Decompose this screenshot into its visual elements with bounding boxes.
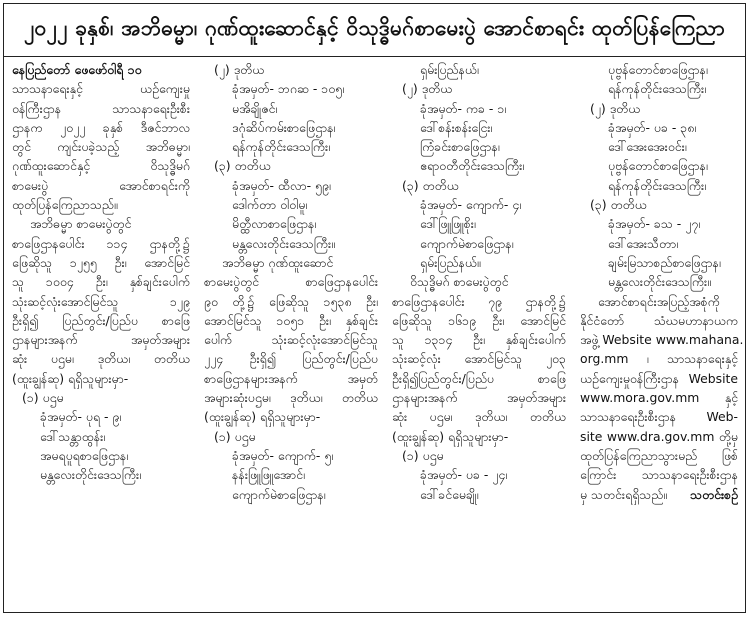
list-item: ခုံအမှတ်- ခသ - ၂၇၊	[608, 216, 701, 232]
text-line: သူ ၁၀၀၄ ဦး၊ နှစ်ချင်းပေါက်	[12, 274, 190, 290]
winners-list	[392, 60, 566, 272]
text-line: ထုတ်ပြန်ကြေညာသည်။	[12, 197, 118, 213]
text-line: org.mm ၊ သာသနာရေးနှင့်	[580, 351, 738, 367]
text-line: ဆုံး ပဌမ၊ ဒုတိယ၊ တတိယ	[12, 351, 190, 367]
text-line: အများဆုံးပဌမ၊ ဒုတိယ၊ တတိယ	[204, 390, 378, 406]
list-item: ချမ်းမြသာစည်စာဖြေဌာန၊	[608, 254, 721, 270]
text-line: site www.dra.gov.mm တို့မှ	[580, 428, 738, 444]
list-item: ခုံအမှတ်- ပခ - ၂၄၊	[420, 467, 508, 483]
paragraph-honours	[204, 253, 378, 427]
winners-list	[204, 60, 378, 253]
text-line: နိုင်ငံတော် သံဃမဟာနာယက	[580, 312, 738, 328]
article-headline: ၂၀၂၂ ခုနှစ်၊ အဘိဓမ္မာ၊ ဂုဏ်ထူးဆောင်နှင့် ဝိသုဒ္ဓိမဂ်စာမေးပွဲ အောင်စာရင်း ထုတ်ပြန်ကြေညာ	[4, 4, 745, 57]
text-line: မှ သတင်းရရှိသည်။	[580, 486, 668, 502]
text-line: အောင်စာရင်းအပြည့်အစုံကို	[598, 293, 720, 309]
rank-label: (၂) ဒုတိယ	[214, 62, 265, 77]
dateline: နေပြည်တော် ဖေဖော်ဝါရီ ၁၀	[12, 62, 142, 77]
list-item: ကြံခင်းစာဖြေဌာန၊	[420, 139, 500, 155]
text-line: ဝန်ကြီးဌာန သာသနာရေးဦးစီး	[12, 100, 190, 116]
text-line: ဌာနများအနက် အမှတ်အများ	[12, 332, 190, 348]
text-line: ဌာနက ၂၀၂၂ ခုနှစ် ဒီဇင်ဘာလ	[12, 119, 190, 135]
list-item: ခုံအမှတ်- ဘဂဆ - ၁၀၅၊	[232, 81, 345, 97]
list-item: ဒေါ်သန္တာထွန်း၊	[40, 428, 106, 444]
winners-list	[392, 446, 566, 504]
list-item: ကျောက်မဲစာဖြေဌာန၊	[420, 235, 514, 251]
text-line: ပေါက် သုံးဆင့်လုံးအောင်မြင်သူ	[204, 332, 378, 348]
winners-list	[204, 427, 378, 504]
text-line: စာဖြေဌာနပေါင်း ၁၁၄ ဌာနတို့၌	[12, 235, 190, 251]
closing-line	[580, 485, 738, 504]
text-line: ဦးရှိ၍ပြည်တွင်း/ပြည်ပ စာဖြေ	[392, 370, 566, 386]
text-line: (ထူးချွန်ဆု) ရရှိသူများမှာ-	[12, 370, 129, 386]
list-item: မအိချိုဇင်၊	[232, 100, 278, 116]
text-line: ဌာနများအနက် အမှတ်အများ	[392, 390, 566, 406]
text-line: ဂုဏ်ထူးဆောင်နှင့် ဝိသုဒ္ဓိမဂ်	[12, 158, 190, 174]
paragraph-intro	[12, 79, 190, 214]
list-item: ဒေါ်ဖြူဖြူစိုး၊	[420, 216, 476, 232]
list-item: ခုံအမှတ်- ကခ - ၁၊	[420, 100, 507, 116]
text-line: အဘိဓမ္မာ စာမေးပွဲတွင်	[30, 216, 132, 232]
text-line: (ထူးချွန်ဆု) ရရှိသူများမှာ-	[392, 428, 509, 444]
text-line: ဦးရှိ၍ ပြည်တွင်း/ပြည်ပ စာဖြေ	[12, 312, 190, 328]
text-line: ၉၀ တို့၌ ဖြေဆိုသူ ၁၅၃၈ ဦး၊	[204, 293, 378, 309]
text-line: စာဖြေဌာနများအနက် အမှတ်	[204, 370, 378, 386]
text-line: သူ ၁၃၁၄ ဦး၊ နှစ်ချင်းပေါက်	[392, 332, 566, 348]
text-line: သုံးဆင့်လုံးအောင်မြင်သူ ၁၂၉	[12, 293, 190, 309]
column-1	[6, 60, 196, 612]
list-item: မန္တလေးတိုင်းဒေသကြီး။	[232, 235, 335, 251]
text-line: စာမေးပွဲ အောင်စာရင်းကို	[12, 177, 190, 193]
list-item: ခုံအမှတ်- ပုရ - ၉၊	[40, 409, 122, 425]
list-item: ဒဂုံဆိပ်ကမ်းစာဖြေဌာန၊	[232, 119, 336, 135]
column-4	[574, 60, 744, 612]
article-body	[4, 60, 745, 612]
text-line: စာမေးပွဲတွင် စာဖြေဌာနပေါင်း	[204, 274, 378, 290]
rank-label: (၂) ဒုတိယ	[402, 81, 453, 97]
list-item: ဒေါက်တာ ဝါဝါမူ၊	[232, 197, 308, 213]
text-line: စာဖြေဌာနပေါင်း ၇၉ ဌာနတို့၌	[392, 293, 566, 309]
text-line: ဖြေဆိုသူ ၁၆၁၉ ဦး၊ အောင်မြင်	[392, 312, 566, 328]
list-item: ဒေါ်အေးသီတာ၊	[608, 235, 679, 251]
list-item: ဒေါ်စန်းစန်းငြေး၊	[420, 119, 493, 135]
text-line: www.mora.gov.mm နှင့်	[580, 390, 738, 406]
list-item: ခုံအမှတ်- ကျောက်- ၅၊	[232, 447, 334, 463]
rank-label: (၁) ပဌမ	[214, 428, 256, 444]
list-item: ကျောက်မဲစာဖြေဌာန၊	[232, 486, 326, 502]
text-line: ဆုံး ပဌမ၊ ဒုတိယ၊ တတိယ	[392, 409, 566, 425]
rank-label: (၃) တတိယ	[402, 177, 459, 193]
list-item: အမရပူရစာဖြေဌာန၊	[40, 447, 129, 463]
list-item: ဒေါ်အေးအေးဝင်း၊	[608, 139, 687, 155]
text-line: အဘိဓမ္မာ ဂုဏ်ထူးဆောင်	[222, 254, 334, 270]
list-item: ပုဗ္ဗန်တောင်စာဖြေဌာန၊	[608, 158, 708, 174]
text-line: သာသနာရေးနှင့် ယဉ်ကျေးမှု	[12, 81, 190, 97]
rank-label: (၁) ပဌမ	[22, 390, 64, 406]
text-line: သုံးဆင့်လုံး အောင်မြင်သူ ၂၀၃	[392, 351, 566, 367]
list-item: ပုဗ္ဗန်တောင်စာဖြေဌာန၊	[608, 62, 708, 77]
column-3	[386, 60, 572, 612]
list-item: ရှမ်းပြည်နယ်။	[420, 254, 481, 270]
list-item: ရန်ကုန်တိုင်းဒေသကြီး၊	[232, 139, 331, 155]
text-line: တွင် ကျင်းပခဲ့သည့် အဘိဓမ္မာ၊	[12, 139, 190, 155]
text-line: ကြောင်း သာသနာရေးဦးစီးဌာန	[580, 467, 738, 483]
list-item: မိတ္ထီလာစာဖြေဌာန၊	[232, 216, 317, 232]
list-item: ရှမ်းပြည်နယ်၊	[420, 62, 479, 77]
text-line: ဖြေဆိုသူ ၁၂၅၅ ဦး၊ အောင်မြင်	[12, 254, 190, 270]
list-item: နန်းဖြူဖြူအောင်၊	[232, 467, 305, 483]
text-line: (ထူးချွန်ဆု) ရရှိသူများမှာ-	[204, 409, 321, 425]
list-item: ခုံအမှတ်- ကျောက်- ၄၊	[420, 197, 522, 213]
winners-list	[12, 388, 190, 484]
text-line: ဝိသုဒ္ဓိမဂ် စာမေးပွဲတွင်	[410, 274, 509, 290]
paragraph-abhidhamma	[12, 214, 190, 388]
byline: သတင်းစဉ်	[690, 486, 738, 502]
paragraph-full-results	[580, 292, 744, 504]
list-item: မန္တလေးတိုင်းဒေသကြီး၊	[40, 467, 142, 483]
text-line: ထုတ်ပြန်ကြေညာသွားမည် ဖြစ်	[580, 447, 738, 463]
text-line: ယဉ်ကျေးမှုဝန်ကြီးဌာန Website	[580, 370, 738, 386]
list-item: ဧရာဝတီတိုင်းဒေသကြီး၊	[420, 158, 525, 174]
list-item: မန္တလေးတိုင်းဒေသကြီး။	[608, 274, 711, 290]
list-item: ခုံအမှတ်- ပခ - ၃၈၊	[608, 119, 697, 135]
column-2	[198, 60, 384, 612]
text-line: အဖွဲ့ Website www.mahana.	[580, 332, 744, 348]
news-article	[3, 3, 746, 613]
list-item: ဒေါ်ခင်မေချို၊	[420, 486, 479, 502]
text-line: အောင်မြင်သူ ၁၀၅၁ ဦး၊ နှစ်ချင်း	[204, 312, 378, 328]
winners-list	[580, 60, 738, 292]
paragraph-visuddhimagga	[392, 272, 566, 446]
rank-label: (၃) တတိယ	[590, 197, 647, 213]
list-item: ခုံအမှတ်- ထီလာ- ၅၉၊	[232, 177, 331, 193]
list-item: ရန်ကုန်တိုင်းဒေသကြီး၊	[608, 177, 707, 193]
text-line: သာသနာရေးဦးစီးဌာန Web-	[580, 409, 738, 425]
rank-label: (၃) တတိယ	[214, 158, 271, 174]
list-item: ရန်ကုန်တိုင်းဒေသကြီး၊	[608, 81, 707, 97]
rank-label: (၁) ပဌမ	[402, 447, 444, 463]
text-line: ၂၂၄ ဦးရှိ၍ ပြည်တွင်း/ပြည်ပ	[204, 351, 378, 367]
rank-label: (၂) ဒုတိယ	[590, 100, 641, 116]
